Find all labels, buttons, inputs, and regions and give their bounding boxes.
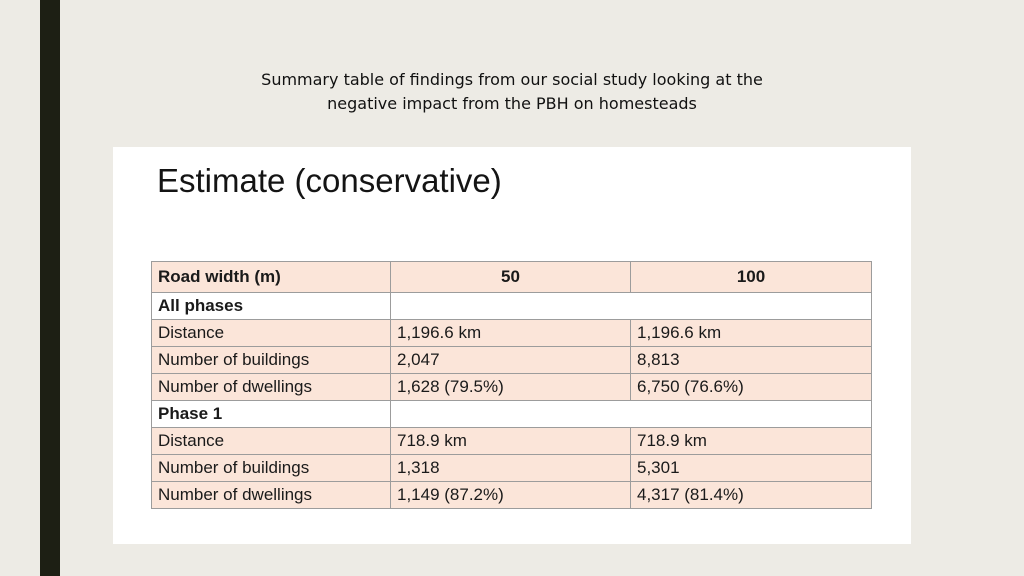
cell-width-100: 8,813 bbox=[631, 347, 872, 374]
table-row bbox=[152, 482, 872, 509]
row-label: Number of buildings bbox=[152, 347, 391, 374]
cell-width-100: 4,317 (81.4%) bbox=[631, 482, 872, 509]
row-label: Number of dwellings bbox=[152, 374, 391, 401]
section-row-all-phases bbox=[152, 293, 872, 320]
table-row bbox=[152, 455, 872, 482]
header-width-50: 50 bbox=[391, 262, 631, 293]
slide-caption bbox=[200, 68, 824, 116]
cell-width-50: 1,628 (79.5%) bbox=[391, 374, 631, 401]
table-row bbox=[152, 347, 872, 374]
table-row bbox=[152, 374, 872, 401]
header-road-width: Road width (m) bbox=[152, 262, 391, 293]
section-label: All phases bbox=[152, 293, 391, 320]
table-row bbox=[152, 428, 872, 455]
caption-line-1: Summary table of findings from our social study looking at the bbox=[261, 70, 763, 89]
row-label: Number of buildings bbox=[152, 455, 391, 482]
header-width-100: 100 bbox=[631, 262, 872, 293]
row-label: Distance bbox=[152, 320, 391, 347]
caption-line-2: negative impact from the PBH on homesteads bbox=[327, 94, 697, 113]
cell-width-50: 1,196.6 km bbox=[391, 320, 631, 347]
cell-width-100: 5,301 bbox=[631, 455, 872, 482]
left-accent-bar bbox=[40, 0, 60, 576]
table-image-panel bbox=[113, 147, 911, 544]
cell-width-100: 6,750 (76.6%) bbox=[631, 374, 872, 401]
row-label: Number of dwellings bbox=[152, 482, 391, 509]
cell-width-50: 2,047 bbox=[391, 347, 631, 374]
cell-width-50: 1,149 (87.2%) bbox=[391, 482, 631, 509]
cell-width-100: 1,196.6 km bbox=[631, 320, 872, 347]
cell-width-50: 1,318 bbox=[391, 455, 631, 482]
section-empty-cell bbox=[391, 293, 872, 320]
section-empty-cell bbox=[391, 401, 872, 428]
section-label: Phase 1 bbox=[152, 401, 391, 428]
summary-table bbox=[151, 261, 872, 509]
panel-title: Estimate (conservative) bbox=[157, 162, 502, 199]
section-row-phase-1 bbox=[152, 401, 872, 428]
table-row bbox=[152, 320, 872, 347]
cell-width-100: 718.9 km bbox=[631, 428, 872, 455]
table-header-row bbox=[152, 262, 872, 293]
row-label: Distance bbox=[152, 428, 391, 455]
cell-width-50: 718.9 km bbox=[391, 428, 631, 455]
